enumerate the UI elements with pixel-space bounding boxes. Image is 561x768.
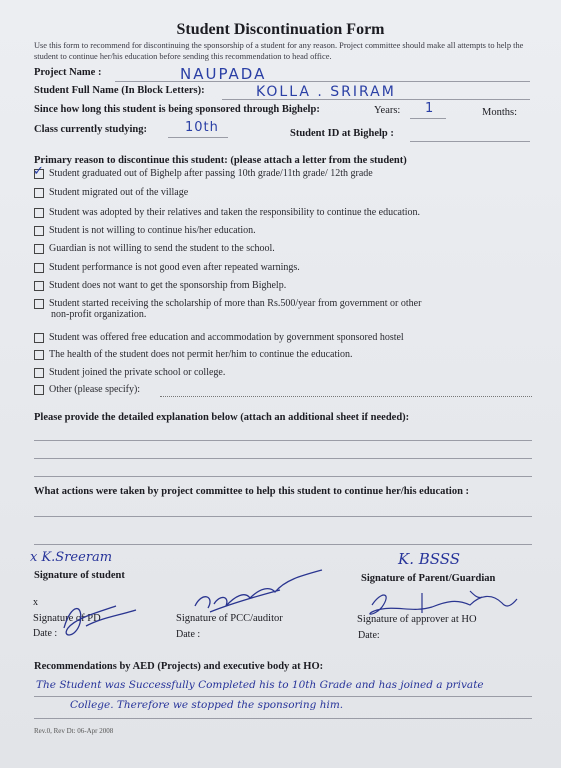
reason-label: Student is not willing to continue his/her education.: [49, 225, 256, 236]
student-signature-label: Signature of student: [34, 570, 125, 581]
checkbox[interactable]: [33, 164, 44, 179]
reason-option-hostel[interactable]: [34, 332, 404, 343]
recommendations-line-1: The Student was Successfully Completed his to 10th Grade and has joined a private: [36, 679, 484, 691]
form-title: Student Discontinuation Form: [176, 21, 385, 38]
checkbox[interactable]: [34, 333, 44, 343]
revision-footer: Rev.0, Rev Dt: 06-Apr 2008: [34, 727, 114, 735]
approver-signature-label: Signature of approver at HO: [357, 614, 477, 625]
pd-signature-label: Signature of PD: [33, 613, 101, 624]
parent-signature-label: Signature of Parent/Guardian: [361, 573, 496, 584]
class-value[interactable]: 10th: [185, 120, 219, 135]
checkmark-icon: ✓: [33, 164, 44, 179]
approver-date-label: Date:: [358, 630, 380, 641]
checkbox[interactable]: [34, 281, 44, 291]
form-intro: Use this form to recommend for discontinuing the sponsorship of a student for any reason. Project committee should make all attempts to help the student to continue her/his education before sending this recommendation to head office.: [34, 41, 524, 61]
other-specify-line[interactable]: [160, 396, 532, 397]
reason-option-private-school[interactable]: [34, 367, 225, 378]
years-line: [410, 118, 446, 119]
reason-label-continued: non-profit organization.: [51, 309, 147, 320]
reason-option-other[interactable]: [34, 384, 140, 395]
student-name-value[interactable]: KOLLA . SRIRAM: [256, 84, 396, 100]
pd-date-label: Date :: [33, 628, 58, 639]
years-value[interactable]: 1: [425, 101, 436, 116]
pd-mark: x: [33, 597, 38, 608]
checkbox[interactable]: [34, 385, 44, 395]
actions-heading: What actions were taken by project committee to help this student to continue her/his education :: [34, 486, 470, 497]
class-label: Class currently studying:: [34, 124, 147, 135]
pcc-date-label: Date :: [176, 629, 201, 640]
recommendations-rule-2: [34, 718, 532, 719]
reason-label: Guardian is not willing to send the student to the school.: [49, 243, 275, 254]
pcc-signature-scribble: [190, 566, 330, 618]
reason-label: Student does not want to get the sponsorship from Bighelp.: [49, 280, 287, 291]
checkbox[interactable]: [34, 350, 44, 360]
explanation-line-3[interactable]: [34, 476, 532, 477]
student-name-label: Student Full Name (In Block Letters):: [34, 85, 205, 96]
reason-label: Student performance is not good even after repeated warnings.: [49, 262, 300, 273]
reason-heading: Primary reason to discontinue this student: (please attach a letter from the student): [34, 155, 407, 166]
checkbox[interactable]: [34, 208, 44, 218]
reason-label: Other (please specify):: [49, 384, 141, 395]
reason-label: Student was offered free education and accommodation by government sponsored hostel: [49, 332, 404, 343]
project-name-line: [115, 81, 530, 82]
reason-label: Student migrated out of the village: [49, 187, 189, 198]
approver-signature-scribble: [352, 585, 522, 625]
project-name-label: Project Name :: [34, 67, 102, 78]
student-signature: x K.Sreeram: [30, 550, 113, 565]
reason-option-scholarship[interactable]: [34, 298, 421, 320]
reason-option-health[interactable]: [34, 349, 353, 360]
reason-label: The health of the student does not permit her/him to continue the education.: [49, 349, 353, 360]
years-label: Years:: [374, 105, 401, 116]
pcc-signature-label: Signature of PCC/auditor: [176, 613, 283, 624]
parent-signature: K. BSSS: [398, 550, 461, 568]
reason-label: Student joined the private school or college.: [49, 367, 226, 378]
reason-option-performance[interactable]: [34, 262, 300, 273]
checkbox[interactable]: [34, 263, 44, 273]
reason-option-guardian[interactable]: [34, 243, 275, 254]
pd-signature-scribble: [56, 598, 146, 643]
checkbox[interactable]: [34, 299, 44, 309]
reason-label: Student started receiving the scholarship of more than Rs.500/year from government or other: [49, 298, 422, 309]
explanation-heading: Please provide the detailed explanation below (attach an additional sheet if needed):: [34, 412, 410, 423]
checkbox[interactable]: [34, 368, 44, 378]
reason-label-group: [49, 298, 421, 320]
reason-option-not-willing[interactable]: [34, 225, 256, 236]
reason-option-graduated[interactable]: [33, 164, 373, 179]
reason-option-adopted[interactable]: [34, 207, 420, 218]
student-id-label: Student ID at Bighelp :: [290, 128, 394, 139]
sponsored-label: Since how long this student is being sponsored through Bighelp:: [34, 104, 320, 115]
reason-option-no-sponsorship[interactable]: [34, 280, 286, 291]
explanation-line-2[interactable]: [34, 458, 532, 459]
checkbox[interactable]: [34, 244, 44, 254]
explanation-line-1[interactable]: [34, 440, 532, 441]
checkbox[interactable]: [34, 188, 44, 198]
reason-label: Student was adopted by their relatives and taken the responsibility to continue the education.: [49, 207, 421, 218]
months-label: Months:: [482, 107, 518, 118]
student-id-line: [410, 141, 530, 142]
recommendations-line-2: College. Therefore we stopped the sponsoring him.: [70, 699, 344, 711]
reason-option-migrated[interactable]: [34, 187, 188, 198]
project-name-value[interactable]: NAUPADA: [180, 65, 267, 83]
reason-label: Student graduated out of Bighelp after passing 10th grade/11th grade/ 12th grade: [49, 168, 373, 179]
recommendations-heading: Recommendations by AED (Projects) and executive body at HO:: [34, 661, 324, 672]
class-line: [168, 137, 228, 138]
checkbox[interactable]: [34, 226, 44, 236]
actions-line-2[interactable]: [34, 544, 532, 545]
actions-line-1[interactable]: [34, 516, 532, 517]
recommendations-rule-1: [34, 696, 532, 697]
